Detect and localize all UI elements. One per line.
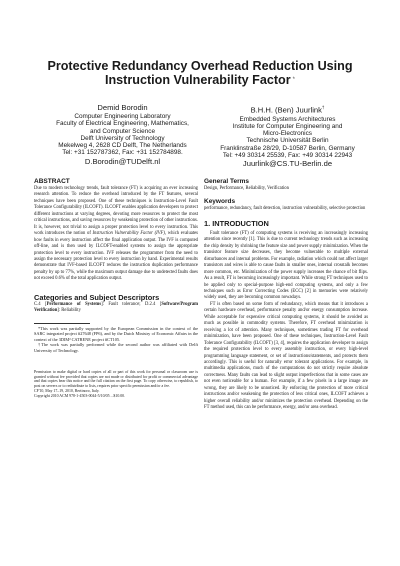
introduction-paragraph: FT is often based on some form of redundancy, which means that it introduces a certain hardware overhead, performance penalty and/or energy consumption increase. While acceptable for expensive critical computing systems, it should be avoided as much as possible in commodity systems. Therefore, FT overhead minimization is receiving a lot of attention. Many techniques, sometimes trading FT for overhead minimization, have been proposed. One of these techniques, Instruction-Level Fault Tolerance Configurability (ILCOFT) [3, 4], requires the application developer to assign the required protection level to every assembly instruction, or every high-level programming language statement, or set of instructions/statements, and protects them accordingly. This is useful for naturally error tolerant applications. For example, in multimedia applications, much of the computations do not strictly require absolute correctness. Many faults can lead to slight output imperfections that in some cases are not even noticeable for a human. For example, if a few pixels in a large image are wrong, they are likely to be unnoticed. By enforcing the protection of more critical instructions and/or weakening the protection of less critical ones, ILCOFT achieves a higher overall reliability and/or minimizes the protection overhead. Depending on the FT method used, this can be performance, energy, and/or area overhead.	[204, 301, 368, 411]
keywords-text: performance, redundancy, fault detection, instruction vulnerability, selective protection	[204, 206, 366, 212]
introduction-heading: 1. INTRODUCTION	[204, 218, 269, 228]
conference-line: CF'10, May 17–19, 2010, Bertinoro, Italy.	[34, 389, 100, 394]
author-block-2	[205, 103, 370, 168]
paper-title	[40, 59, 360, 87]
abstract-heading: ABSTRACT	[34, 178, 70, 185]
title-line-1: Protective Redundancy Overhead Reduction Using	[47, 59, 353, 73]
permission-notice: Permission to make digital or hard copies of all or part of this work for personal or classroom use is granted without fee provided that copies are not made or distributed for profit or commercial advantage and that copies bear this notice and the full citation on the first page. To copy otherwise, to republish, to post on servers or to redistribute to lists, requires prior specific permission and/or a fee.	[34, 369, 198, 389]
author-affiliation-line: Tel: +31 152787362, Fax: +31 152784898.	[62, 149, 183, 157]
author-block-1	[40, 103, 205, 166]
author-affiliation-line: Tel: +49 30314 25539, Fax: +49 30314 22943	[222, 152, 353, 160]
title-footnote-mark: *	[292, 77, 295, 83]
author-affiliation-line: Delft University of Technology	[80, 134, 165, 142]
footnote-1: *This work was partially supported by the European Commission in the context of the SARC integrated project #27648 (FP6), and by the Dutch Ministry of Economic Affairs in the context of the 3DIM³ CATRENE project #CT105.	[34, 325, 198, 342]
author-affiliation-line: Faculty of Electrical Engineering, Mathematics,	[56, 120, 189, 128]
general-terms-heading: General Terms	[204, 178, 250, 185]
author-affiliation-line: Institute for Computer Engineering and	[232, 122, 343, 130]
categories-text: C.4 [Performance of Systems]: Fault tolerance; D.2.4 [Software/Program Verification]: Reliability	[34, 301, 199, 314]
abstract-text: Due to modern technology trends, fault tolerance (FT) is acquiring an ever increasing research attention. To reduce the overhead introduced by the FT features, several techniques have been proposed. One of these techniques is Instruction-Level Fault Tolerance Configurability (ILCOFT). ILCOFT enables application developers to protect different instructions at varying degrees, devoting more resources to protect the most critical instructions, and saving resources by weakening protection of other instructions. It is, however, not trivial to assign a proper protection level to every instruction. This work introduces the notion of Instruction Vulnerability Factor (IVF), which evaluates how faults in every instruction affect the final application output. The IVF is computed off-line, and is then used by ILCOFT-enabled systems to assign the appropriate protection level to every instruction. IVF releases the programmer from the need to assign the necessary protection level to every instruction by hand. Experimental results demonstrate that IVF-based ILCOFT reduces the instruction duplication performance penalty by up to 77%, while the maximum output damage due to undetected faults does not exceed 0.6% of the total application output.	[34, 186, 198, 282]
footnote-2: †The work was partially performed while the second author was affiliated with Delft University of Technology.	[34, 342, 198, 354]
author-email: D.Borodin@TUDelft.nl	[84, 156, 161, 166]
footnote-rule	[34, 323, 90, 324]
author-affiliation-line: and Computer Science	[89, 127, 155, 135]
author-affiliation-line: Micro-Electronics	[262, 130, 312, 138]
categories-heading: Categories and Subject Descriptors	[34, 292, 160, 302]
right-column	[204, 178, 368, 412]
copyright-line: Copyright 2010 ACM 978-1-4503-0044-5/10/05 ...$10.00.	[34, 394, 126, 399]
author-affiliation-line: Computer Engineering Laboratory	[74, 113, 171, 120]
keywords-heading: Keywords	[204, 198, 236, 206]
general-terms-text: Design, Performance, Reliability, Verification	[204, 186, 289, 191]
author-affiliation-line: Embedded Systems Architectures	[239, 115, 336, 123]
author-email: Juurlink@CS.TU-Berlin.de	[242, 159, 333, 169]
author-affiliation-line: Technische Universität Berlin	[246, 137, 329, 145]
introduction-paragraph: Fault tolerance (FT) of computing systems is receiving an increasingly increasing attention since recently [1]. This is due to current technology trends such as increasing the chip density by shrinking the feature size and power supply minimization. When the transistor feature size decreases, they become vulnerable to multiple external disturbances and internal problems. For example, radiation which could not affect larger transistors and wires is able to cause faults in smaller ones, internal crosstalk becomes more common, etc. Minimization of the power supply increases the chance of bit flips. As a result, FT is becoming increasingly important. While strong FT techniques used to be applied only to special-purpose high-end computing systems, and only a few techniques such as Error Correcting Codes (ECC) [2] in memories were relatively widely used, they are becoming common nowadays.	[204, 230, 368, 301]
title-line-2: Instruction Vulnerability Factor	[104, 73, 291, 87]
author-name: B.H.H. (Ben) Juurlink	[250, 105, 322, 115]
author-name: Demid Borodin	[97, 103, 148, 112]
author-affiliation-line: Franklinstraße 28/29, D-10587 Berlin, Germany	[220, 144, 355, 152]
left-column	[34, 178, 198, 399]
author-affiliation-line: Mekelweg 4, 2628 CD Delft, The Netherlands	[58, 142, 187, 150]
author-footnote-mark: †	[321, 105, 325, 110]
